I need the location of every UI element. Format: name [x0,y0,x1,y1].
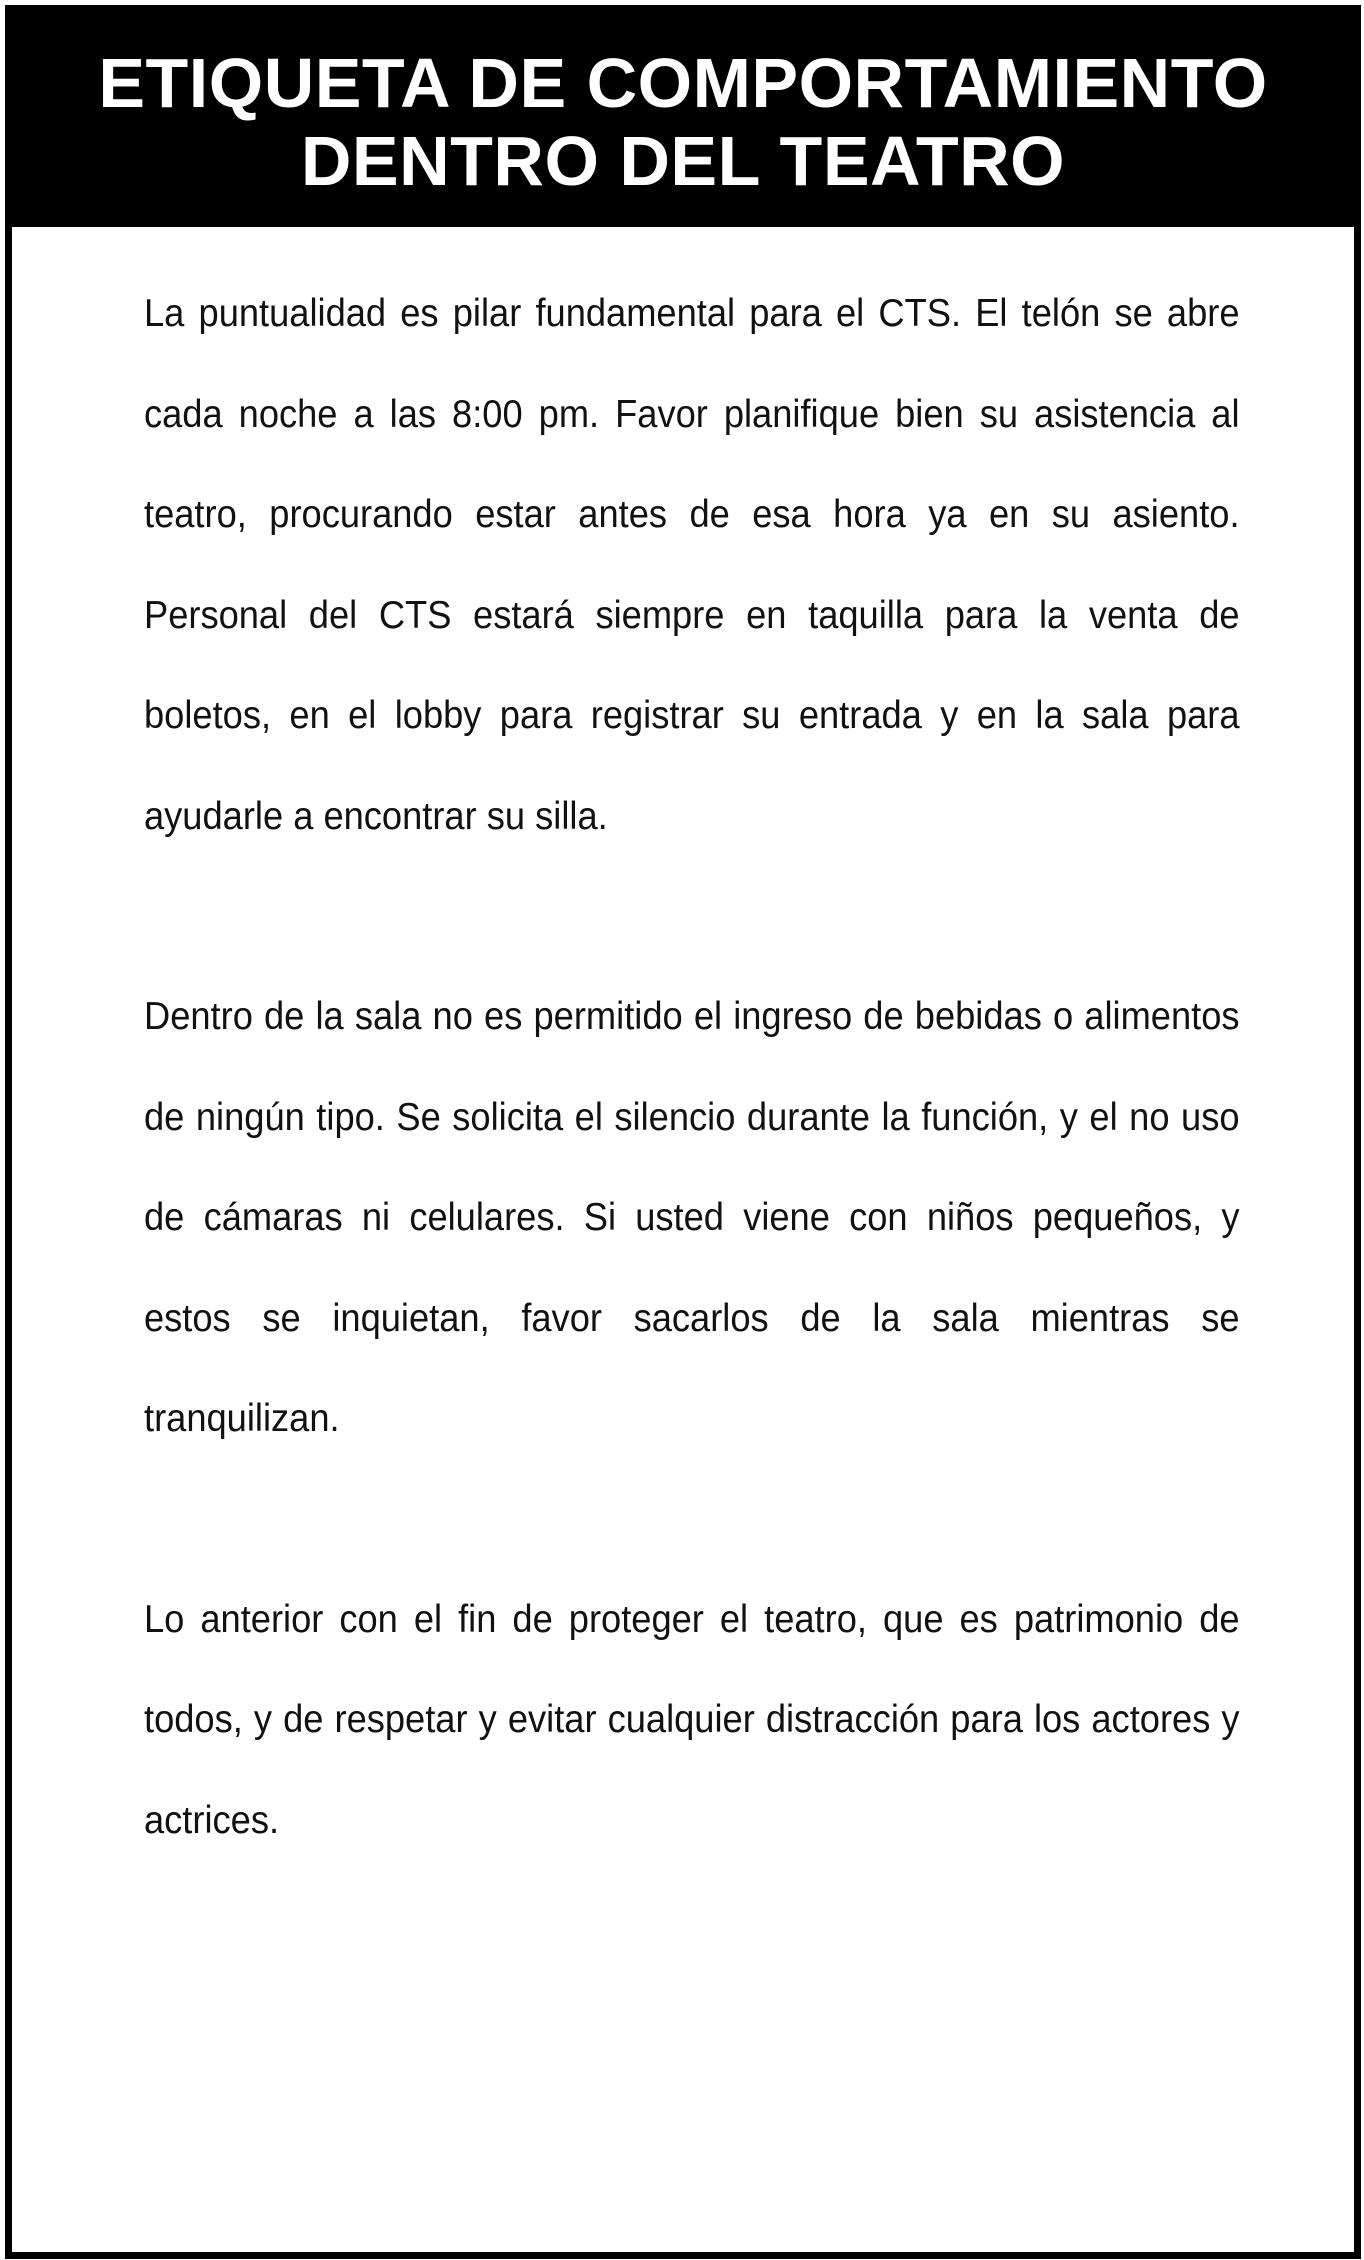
title-line-1: ETIQUETA DE COMPORTAMIENTO [98,43,1268,122]
notice-body [144,264,1240,1971]
title-line-2: DENTRO DEL TEATRO [300,121,1066,200]
notice-frame [5,5,1361,2259]
paragraph-punctuality: La puntualidad es pilar fundamental para el CTS. El telón se abre cada noche a las 8:00 pm. Favor planifique bien su asistencia al teatro, procurando estar antes de esa hora ya en su asiento. Personal del CTS estará siempre en taquilla para la venta de boletos, en el lobby para registrar su entrada y en la sala para ayudarle a encontrar su silla. [144,292,1240,838]
title-banner [12,12,1354,227]
paragraph-room-rules: Dentro de la sala no es permitido el ingreso de bebidas o alimentos de ningún tipo. Se solicita el silencio durante la función, y el no uso de cámaras ni celulares. Si usted viene con niños pequeños, y estos se inquietan, favor sacarlos de la sala mientras se tranquilizan. [144,995,1240,1440]
paragraph-purpose: Lo anterior con el fin de proteger el teatro, que es patrimonio de todos, y de respetar y evitar cualquier distracción para los actores y actrices. [144,1597,1240,1842]
